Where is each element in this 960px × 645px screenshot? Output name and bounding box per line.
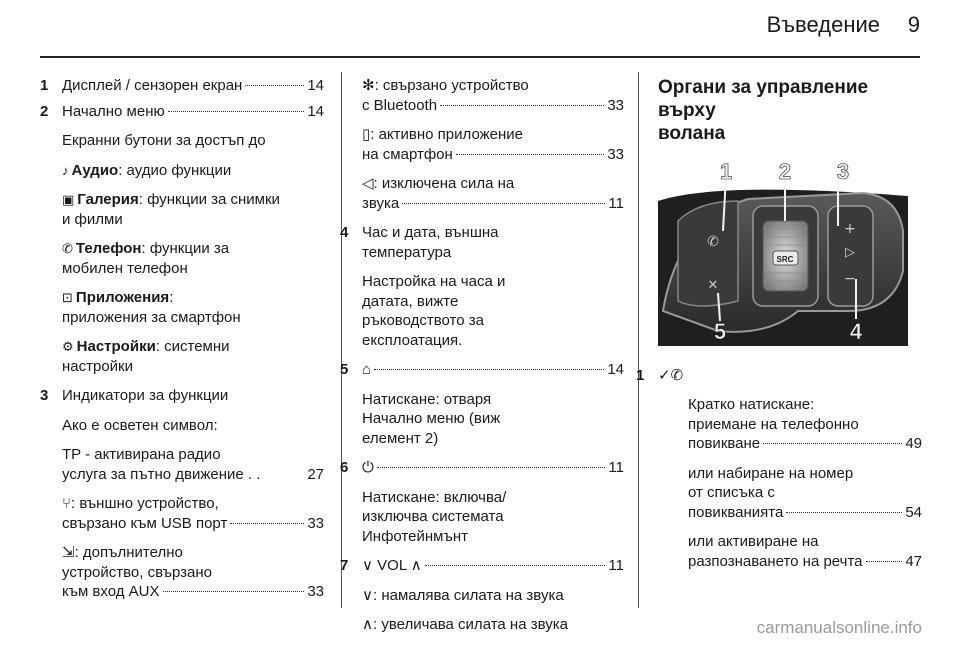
list-item [40,386,324,406]
voice-entry [688,532,922,571]
item-number: 7 [340,557,349,574]
bluetooth-line: ✻: свързано устройство [362,77,529,94]
item-text: Час и дата, външна [362,224,499,241]
leader-dots [168,111,305,112]
svg-text:✕: ✕ [707,278,719,293]
svg-text:SRC: SRC [776,255,794,264]
item-number: 6 [340,459,349,476]
leader-dots [456,154,605,155]
text-line: или набиране на номер [688,464,854,482]
item-text: Дисплей / сензорен екран [62,77,243,94]
leader-dots [866,561,903,562]
svg-text:−: − [844,271,856,287]
page-number: 9 [907,12,920,37]
vol-down-text: ∨: намалява силата на звука [362,586,564,604]
item-text: температура [362,243,452,261]
item-number: 1 [40,77,49,94]
header-title: Въведение [766,12,880,37]
text-line: от списъка с [688,484,775,501]
column-divider-right [638,72,639,608]
list-item [340,360,624,380]
paragraph: Ако е осветен символ: [62,416,218,434]
text-line: разпознаването на речта [688,552,863,570]
column-2 [340,76,624,645]
apps-entry: ⊡ Приложения: приложения за смартфон [62,289,241,326]
callout-label: 2 [778,161,792,184]
aux-line: устройство, свързано [62,563,212,581]
bluetooth-entry [362,76,624,115]
list-item [40,76,324,96]
leader-dots [163,591,305,592]
item-text: ∨ VOL ∧ [362,557,422,574]
page-ref: 14 [607,361,624,378]
tp-entry [62,445,324,484]
heading-line: волана [658,123,726,144]
apps-icon: ⊡ [62,290,73,305]
smartphone-app-entry [362,125,624,164]
text-line: Натискане: отваря [362,390,492,408]
callout-label: 3 [836,161,850,184]
audio-entry: ♪ Аудио: аудио функции [62,161,232,179]
tp-line: услуга за пътно движение . . [62,465,261,483]
item-number: 5 [340,361,349,378]
gallery-entry: ▣ Галерия: функции за снимки и филми [62,191,280,228]
usb-line: свързано към USB порт [62,514,228,532]
leader-dots [786,512,902,513]
dial-entry [688,464,922,523]
text-line: датата, вижте [362,292,459,310]
list-item [40,102,324,122]
callout-label: 4 [849,319,863,344]
item-number: 4 [340,224,349,241]
page-ref: 11 [608,459,624,476]
usb-line: ⑂: външно устройство, [62,495,219,512]
item1-details [688,395,922,571]
page-ref: 33 [607,145,624,163]
paragraph: Екранни бутони за достъп до [62,132,266,149]
text-line: повикване [688,435,761,452]
callout-label: 1 [719,161,733,184]
svg-text:✆: ✆ [707,234,719,250]
mute-line: звука [362,194,400,212]
press-onoff-text [362,488,624,547]
mute-entry [362,174,624,213]
press-open-text [362,390,624,449]
app-line: на смартфон [362,145,453,163]
aux-line: ⇲: допълнително [62,544,183,561]
page-ref: 33 [607,96,624,114]
app-line: ▯: активно приложение [362,126,523,143]
column-1 [40,76,324,612]
column-divider-left [341,72,342,608]
page-ref: 14 [307,102,324,120]
page-ref: 27 [307,465,324,483]
page-ref: 54 [905,503,922,521]
item-text: Индикатори за функции [62,387,229,404]
aux-line: към вход AUX [62,583,160,600]
answer-entry [688,415,922,454]
text-line: Натискане: включва/ [362,488,507,506]
power-icon: ⏻ [362,459,374,476]
page-ref: 47 [905,552,922,570]
leader-dots [425,565,606,566]
svg-text:+: + [844,221,856,237]
leader-dots [374,369,604,370]
section-heading [658,76,922,145]
list-item [340,223,624,262]
text-line: или активиране на [688,533,819,550]
callout-label: 5 [713,319,727,344]
leader-dots [440,105,604,106]
mute-line: ◁: изключена сила на [362,175,515,192]
home-icon: ⌂ [362,361,372,378]
item-text: Начално меню [62,102,165,120]
music-note-icon: ♪ [62,162,69,178]
leader-dots [377,467,606,468]
steering-wheel-controls-figure [658,161,908,346]
page-ref: 49 [905,435,922,452]
list-item [340,458,624,478]
list-item [636,366,922,386]
text-line: Начално меню (виж [362,410,501,427]
item-number: 3 [40,387,49,404]
settings-entry: ⚙ Настройки: системни настройки [62,338,230,375]
header-rule [40,56,920,58]
text-line: Кратко натискане: [688,396,815,413]
text-line: Инфотейнмънт [362,527,468,545]
item-number: 1 [636,366,645,384]
leader-dots [230,523,304,524]
page-ref: 11 [608,194,624,212]
usb-entry [62,494,324,533]
phone-icon: ✆ [62,241,73,256]
gallery-icon: ▣ [62,192,75,207]
aux-entry [62,543,324,602]
page-ref: 14 [307,77,324,94]
heading-line: Органи за управление върху [658,77,869,121]
text-line: Настройка на часа и [362,273,506,290]
page-ref: 33 [307,514,324,532]
vol-up-text: ∧: увеличава силата на звука [362,616,568,633]
list-item [340,556,624,576]
phone-answer-icon: ✓✆ [658,366,684,384]
gear-icon: ⚙ [62,339,74,354]
text-line: експлоатация. [362,331,463,349]
text-line: повикванията [688,503,784,521]
phone-entry: ✆ Телефон: функции за мобилен телефон [62,240,230,277]
tp-line: TP - активирана радио [62,446,221,463]
text-line: приемане на телефонно [688,415,859,433]
svg-text:▷: ▷ [845,245,855,260]
leader-dots [763,443,902,444]
text-line: ръководството за [362,312,484,329]
watermark: carmanualsonline.info [756,618,922,637]
bluetooth-line: с Bluetooth [362,96,438,114]
item-number: 2 [40,102,49,120]
page-ref: 11 [608,557,624,574]
column-3 [636,76,922,581]
clock-setting-text [362,272,624,350]
leader-dots [402,203,605,204]
leader-dots [245,85,304,86]
page-ref: 33 [307,583,324,600]
text-line: изключва системата [362,508,504,525]
text-line: елемент 2) [362,429,439,447]
